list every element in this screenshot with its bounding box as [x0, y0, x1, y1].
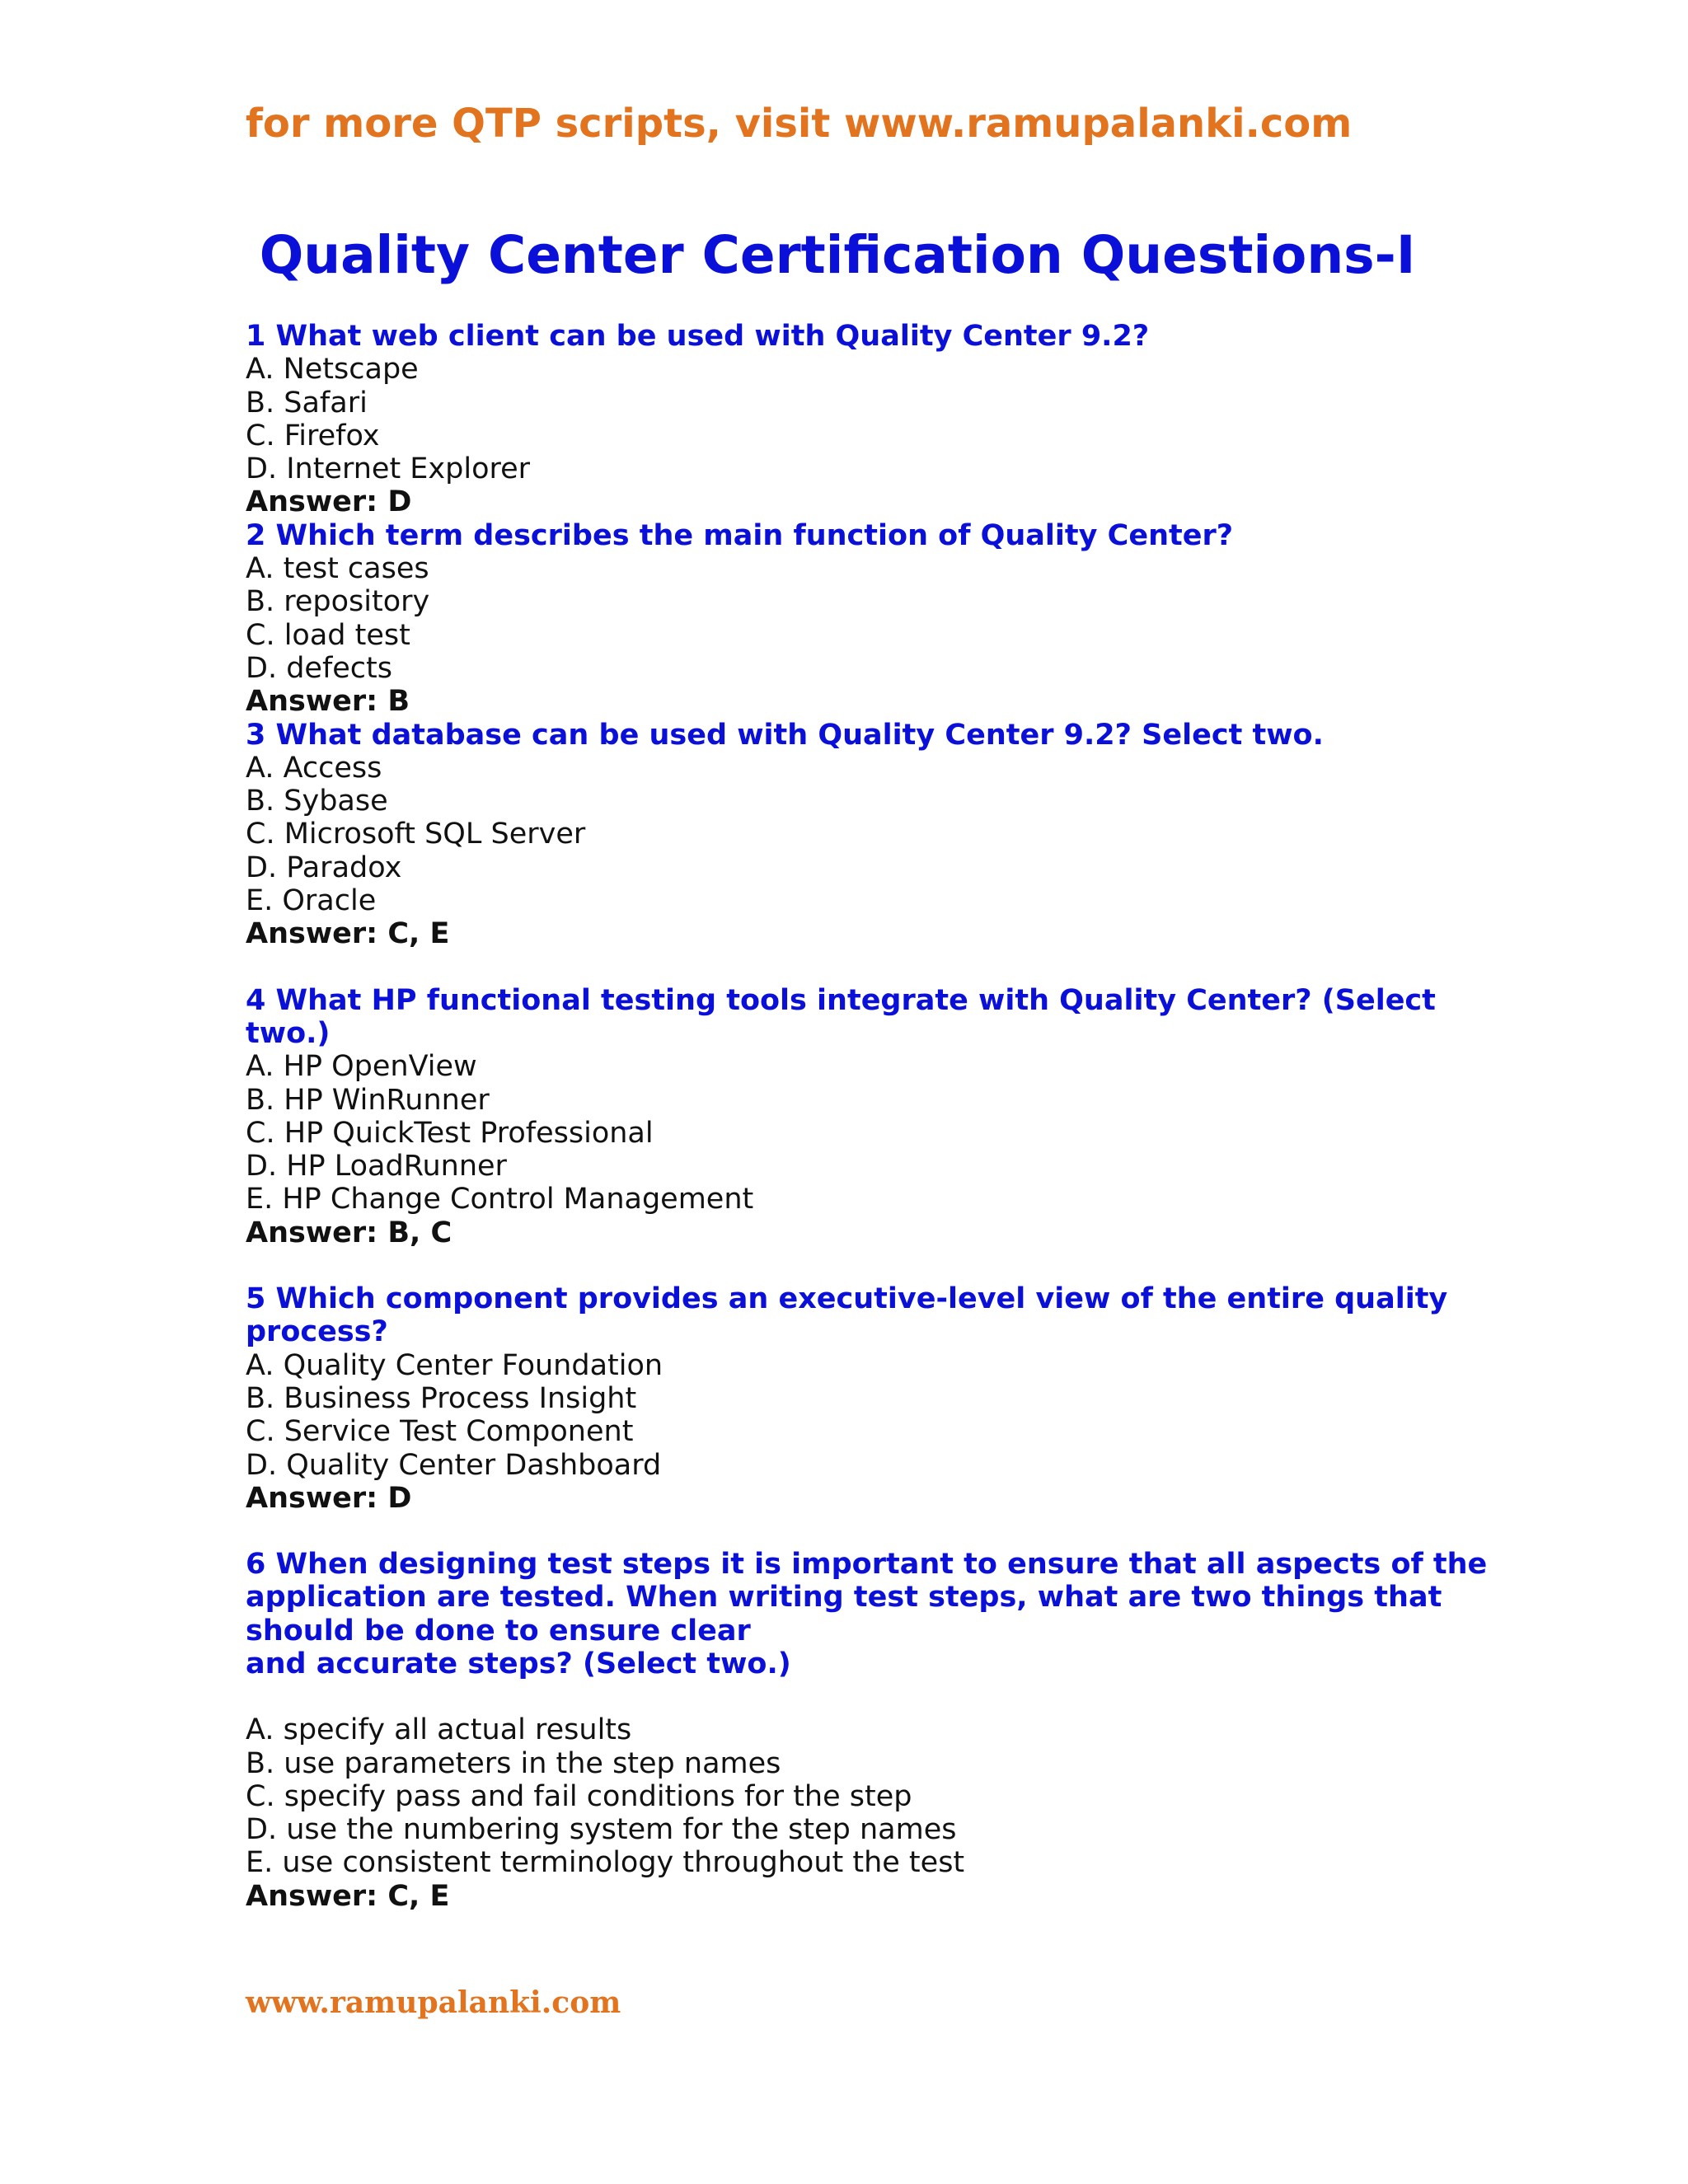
question-text-6 [246, 1548, 1488, 1680]
question-line: two.) [246, 1016, 331, 1050]
option-item: C. Service Test Component [246, 1415, 634, 1449]
option-item: D. Internet Explorer [246, 452, 531, 486]
answer-text-4: Answer: B, C [246, 1216, 452, 1249]
footer-site-link: www.ramupalanki.com [246, 1985, 621, 2020]
option-item: D. HP LoadRunner [246, 1150, 507, 1183]
question-text-1 [246, 320, 1441, 353]
option-item: D. defects [246, 651, 393, 685]
answer-text-5: Answer: D [246, 1481, 412, 1515]
option-item: B. Business Process Insight [246, 1381, 637, 1415]
option-list-5 [246, 1349, 1441, 1482]
question-line: application are tested. When writing test steps, what are two things that [246, 1581, 1442, 1615]
option-list-1 [246, 353, 1441, 485]
question-line: and accurate steps? (Select two.) [246, 1647, 791, 1680]
question-line: 6 When designing test steps it is important to ensure that all aspects of the [246, 1548, 1488, 1582]
option-item: C. Microsoft SQL Server [246, 818, 586, 851]
option-item: C. load test [246, 618, 410, 652]
option-item: D. Quality Center Dashboard [246, 1448, 662, 1482]
option-item: B. Safari [246, 386, 368, 419]
option-item: E. use consistent terminology throughout the test [246, 1846, 965, 1880]
question-list [246, 320, 1488, 1913]
question-line: 1 What web client can be used with Quality Center 9.2? [246, 320, 1150, 353]
option-item: B. use parameters in the step names [246, 1746, 781, 1780]
question-block-2 [246, 519, 1441, 719]
option-item: B. Sybase [246, 785, 388, 818]
option-item: E. HP Change Control Management [246, 1183, 754, 1216]
option-list-3 [246, 752, 1441, 917]
option-item: C. specify pass and fail conditions for the step [246, 1779, 912, 1813]
question-line: 5 Which component provides an executive-level view of the entire quality [246, 1282, 1448, 1316]
option-item: A. Netscape [246, 353, 419, 387]
question-block-5 [246, 1282, 1448, 1515]
option-item: B. repository [246, 585, 430, 619]
option-item: D. Paradox [246, 851, 402, 884]
question-line: process? [246, 1315, 388, 1349]
page-title: Quality Center Certification Questions-I [259, 225, 1416, 285]
question-line: should be done to ensure clear [246, 1614, 751, 1647]
question-text-5 [246, 1282, 1448, 1349]
option-item: A. specify all actual results [246, 1713, 632, 1747]
promo-banner: for more QTP scripts, visit www.ramupalanki.com [246, 101, 1353, 147]
answer-text-6: Answer: C, E [246, 1879, 450, 1913]
question-line: 2 Which term describes the main function of Quality Center? [246, 518, 1234, 552]
question-text-4 [246, 984, 1441, 1051]
question-block-1 [246, 320, 1441, 519]
answer-text-1: Answer: D [246, 485, 412, 519]
option-item: E. Oracle [246, 884, 377, 918]
answer-text-2: Answer: B [246, 685, 410, 719]
question-text-2 [246, 519, 1441, 552]
option-item: A. test cases [246, 552, 429, 586]
option-item: C. Firefox [246, 419, 380, 452]
question-block-6 [246, 1548, 1488, 1913]
question-block-4 [246, 984, 1441, 1249]
option-list-4 [246, 1050, 1441, 1216]
option-item: A. Access [246, 751, 382, 785]
option-item: A. Quality Center Foundation [246, 1348, 663, 1382]
question-text-3 [246, 719, 1441, 752]
option-item: A. HP OpenView [246, 1050, 477, 1084]
question-line: 3 What database can be used with Quality Center 9.2? Select two. [246, 718, 1324, 752]
option-item: C. HP QuickTest Professional [246, 1116, 654, 1150]
answer-text-3: Answer: C, E [246, 917, 450, 951]
option-item: B. HP WinRunner [246, 1083, 490, 1117]
option-item: D. use the numbering system for the step names [246, 1813, 957, 1847]
option-list-2 [246, 552, 1441, 685]
option-list-6 [246, 1713, 1441, 1879]
question-block-3 [246, 719, 1441, 951]
question-line: 4 What HP functional testing tools integrate with Quality Center? (Select [246, 983, 1436, 1017]
